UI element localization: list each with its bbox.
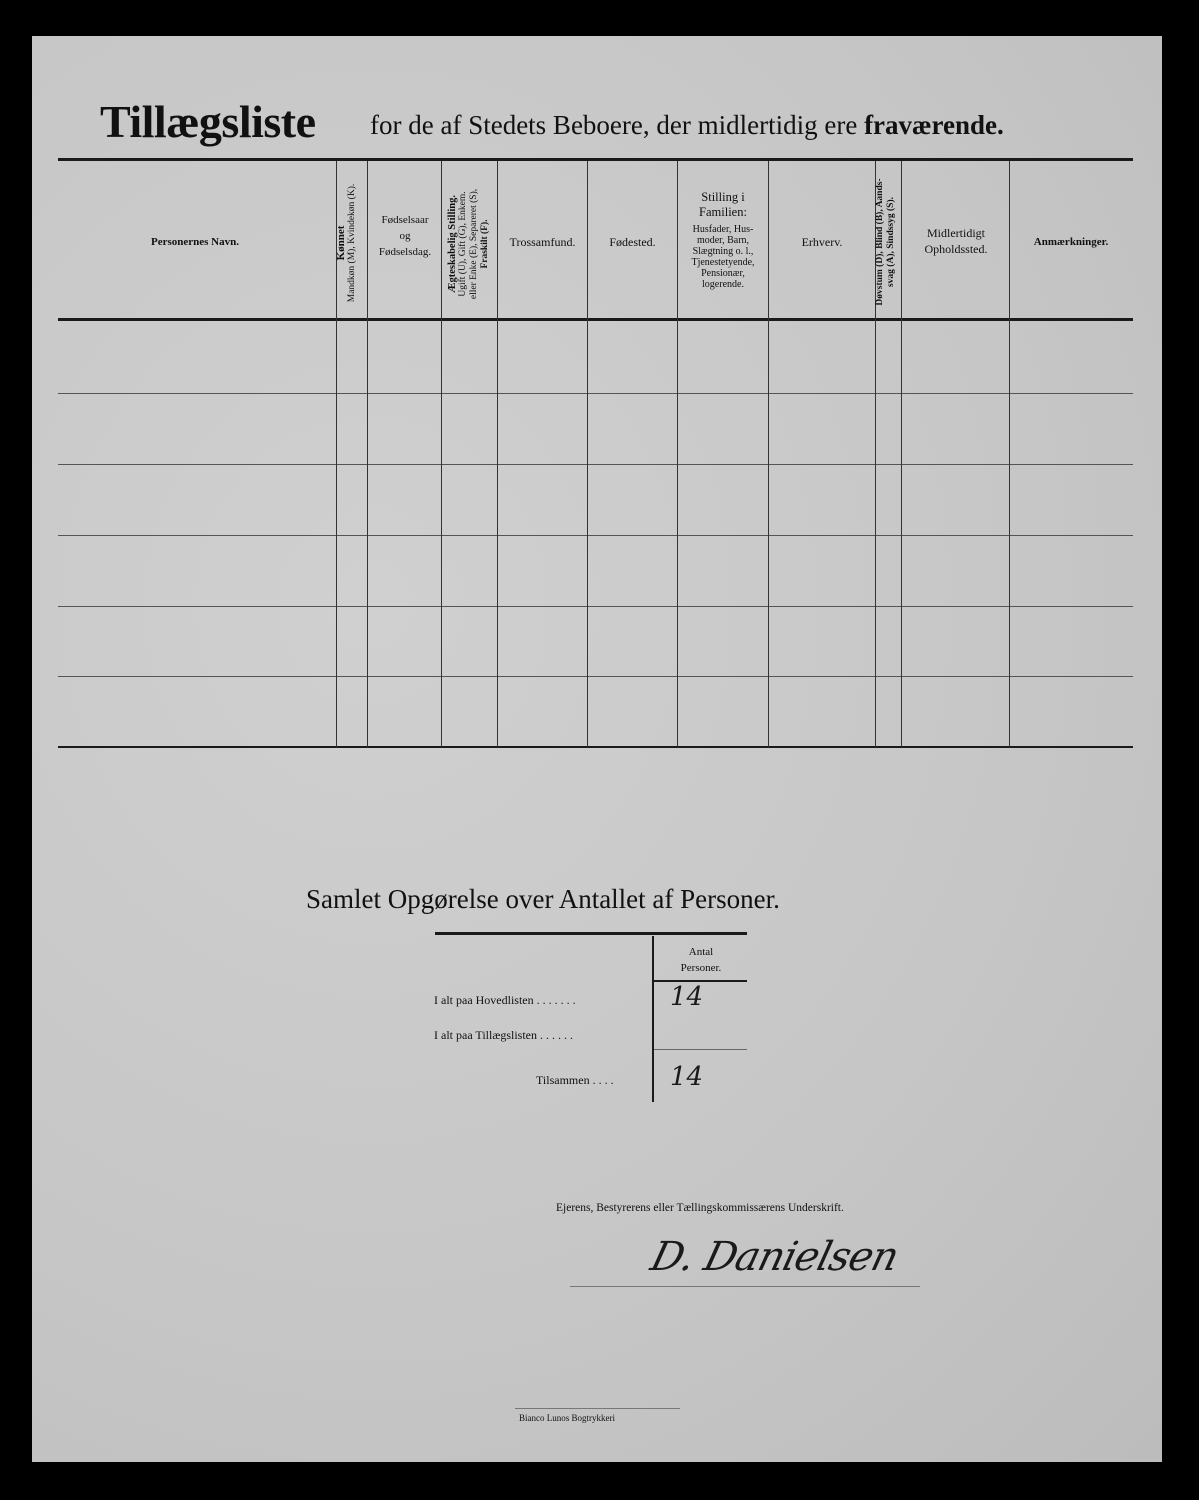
table-top-rule: [58, 158, 1133, 161]
signature-line: [570, 1286, 920, 1287]
header-birthplace: Fødested.: [609, 235, 656, 249]
summary-header-line1: Antal: [688, 946, 714, 958]
printer-imprint: Bianco Lunos Bogtrykkeri: [519, 1413, 615, 1423]
column-divider: [901, 161, 902, 747]
header-marital: [447, 169, 491, 319]
header-temp-line2: Opholdssted.: [924, 242, 988, 256]
header-occupation: Erhverv.: [801, 235, 843, 249]
table-row-rule: [58, 606, 1133, 607]
header-disability-line2: svag (A), Sindssyg (S).: [886, 197, 896, 288]
header-marital-line2: Ugift (U), Gift (G), Enkem.: [458, 191, 468, 297]
summary-value-main-list: 14: [670, 982, 704, 1012]
table-row-rule: [58, 535, 1133, 536]
table-header-rule: [58, 318, 1133, 321]
header-marital-line3: eller Enke (E), Separeret (S),: [469, 188, 479, 300]
summary-value-total: 14: [670, 1062, 704, 1092]
header-disability-line1: Døvstum (D), Blind (B), Aands-: [875, 178, 885, 306]
column-divider: [367, 161, 368, 747]
header-family-line6: Tjenestetyende,: [691, 257, 755, 268]
printer-rule: [515, 1408, 680, 1409]
header-gender-line1: Kønnet: [335, 225, 347, 261]
header-marital-line1: Ægteskabelig Stilling.: [447, 195, 458, 294]
header-disability: [875, 167, 901, 317]
table-row-rule: [58, 464, 1133, 465]
summary-top-rule: [435, 932, 747, 935]
header-birth-line2: og: [399, 230, 411, 242]
header-family-line1: Stilling i: [701, 190, 745, 204]
header-remarks: Anmærkninger.: [1033, 236, 1109, 248]
header-temporary-residence: [903, 225, 1009, 257]
handwritten-signature: D. Danielsen: [646, 1234, 903, 1280]
header-family-line5: Slægtning o. l.,: [692, 246, 754, 257]
summary-header-line2: Personer.: [680, 962, 722, 974]
column-divider: [441, 161, 442, 747]
header-family-line7: Pensionær,: [701, 268, 745, 279]
header-birth-line1: Fødselsaar: [381, 214, 429, 226]
title-main: Tillægsliste: [100, 96, 316, 147]
header-marital-line4: Fraskilt (F).: [480, 219, 490, 269]
title-rest-bold: fraværende.: [864, 110, 1004, 140]
summary-row-rule: [654, 1049, 747, 1050]
header-gender: [336, 168, 362, 318]
header-religion: Trossamfund.: [509, 235, 576, 249]
header-name: Personernes Navn.: [151, 236, 239, 248]
header-birth: [369, 214, 441, 259]
signature-label: Ejerens, Bestyrerens eller Tællingskommissærens Underskrift.: [556, 1202, 844, 1214]
table-bottom-rule: [58, 746, 1133, 748]
form-title: [100, 98, 1100, 146]
header-birth-line3: Fødselsdag.: [378, 246, 432, 258]
summary-label-total: Tilsammen . . . .: [536, 1073, 614, 1087]
column-divider: [677, 161, 678, 747]
summary-label-main-list: I alt paa Hovedlisten . . . . . . .: [434, 993, 576, 1007]
summary-label-supplement-list: I alt paa Tillægslisten . . . . . .: [434, 1028, 574, 1042]
title-subtitle: [370, 108, 1004, 142]
title-rest-text: for de af Stedets Beboere, der midlertidig ere: [370, 110, 858, 140]
header-family-line4: moder, Barn,: [696, 235, 750, 246]
summary-divider: [652, 936, 654, 1102]
column-divider: [1009, 161, 1010, 747]
table-row-rule: [58, 393, 1133, 394]
header-family-position: [679, 190, 767, 290]
summary-count-header: [656, 944, 746, 976]
header-gender-line2: Mandkøn (M), Kvindekøn (K).: [347, 183, 357, 303]
header-family-line2: Familien:: [699, 205, 747, 219]
header-family-line3: Husfader, Hus-: [692, 224, 754, 235]
header-family-line8: logerende.: [702, 279, 744, 290]
table-row-rule: [58, 676, 1133, 677]
summary-title: Samlet Opgørelse over Antallet af Personer.: [306, 884, 780, 914]
header-temp-line1: Midlertidigt: [927, 226, 985, 240]
